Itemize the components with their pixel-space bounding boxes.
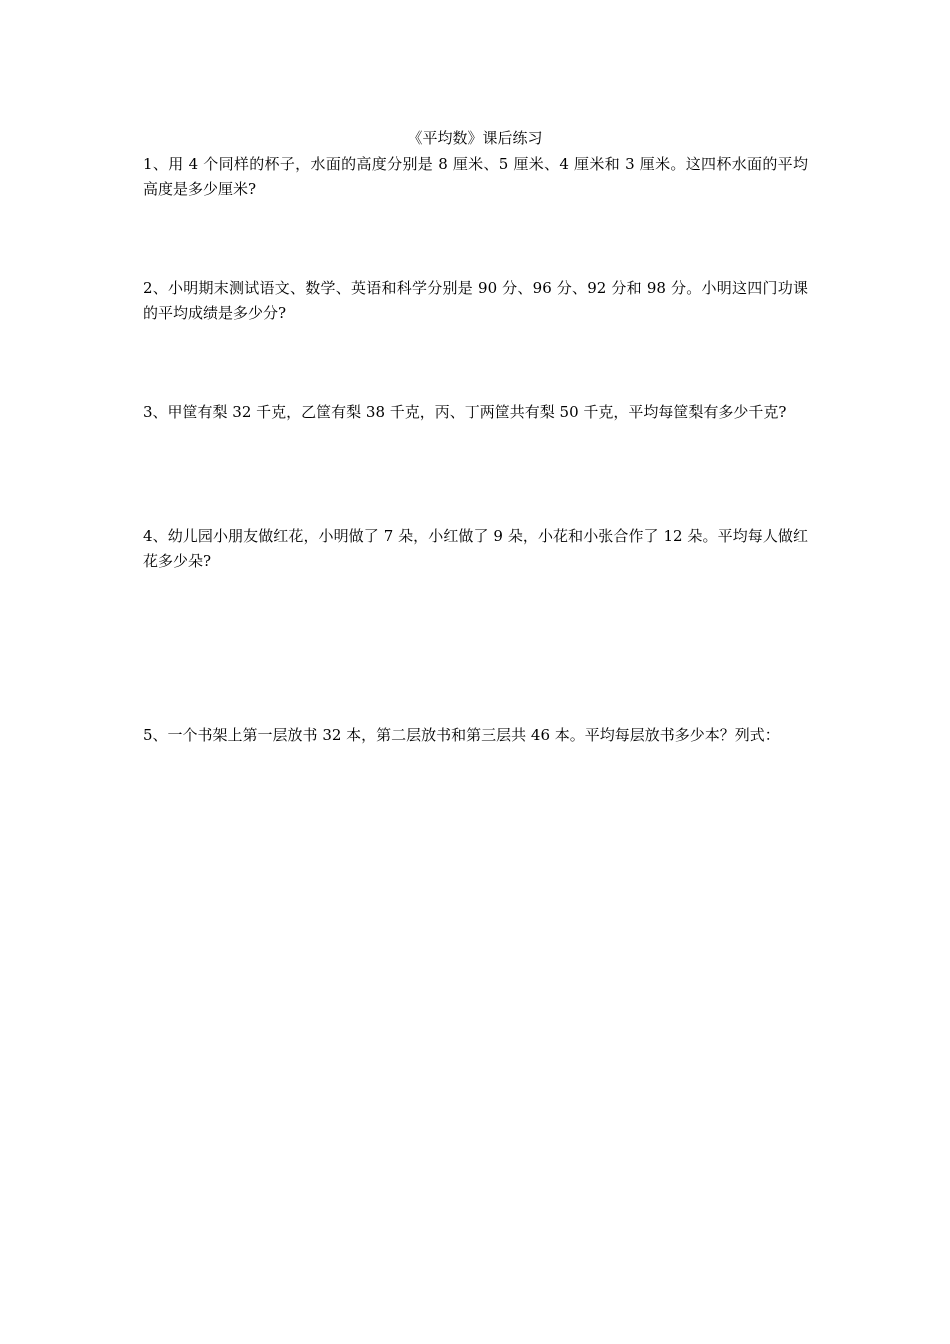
question-2: 2、小明期末测试语文、数学、英语和科学分别是 90 分、96 分、92 分和 98 分。小明这四门功课的平均成绩是多少分?	[143, 279, 808, 322]
question-3: 3、甲筐有梨 32 千克，乙筐有梨 38 千克，丙、丁两筐共有梨 50 千克，平均每筐梨有多少千克?	[143, 403, 787, 421]
question-5: 5、一个书架上第一层放书 32 本，第二层放书和第三层共 46 本。平均每层放书多少本？列式：	[143, 726, 780, 744]
question-1: 1、用 4 个同样的杯子，水面的高度分别是 8 厘米、5 厘米、4 厘米和 3 厘米。这四杯水面的平均高度是多少厘米?	[143, 155, 808, 198]
question-4: 4、幼儿园小朋友做红花，小明做了 7 朵，小红做了 9 朵，小花和小张合作了 12 朵。平均每人做红花多少朵?	[143, 527, 808, 570]
document-title: 《平均数》课后练习	[407, 129, 543, 147]
